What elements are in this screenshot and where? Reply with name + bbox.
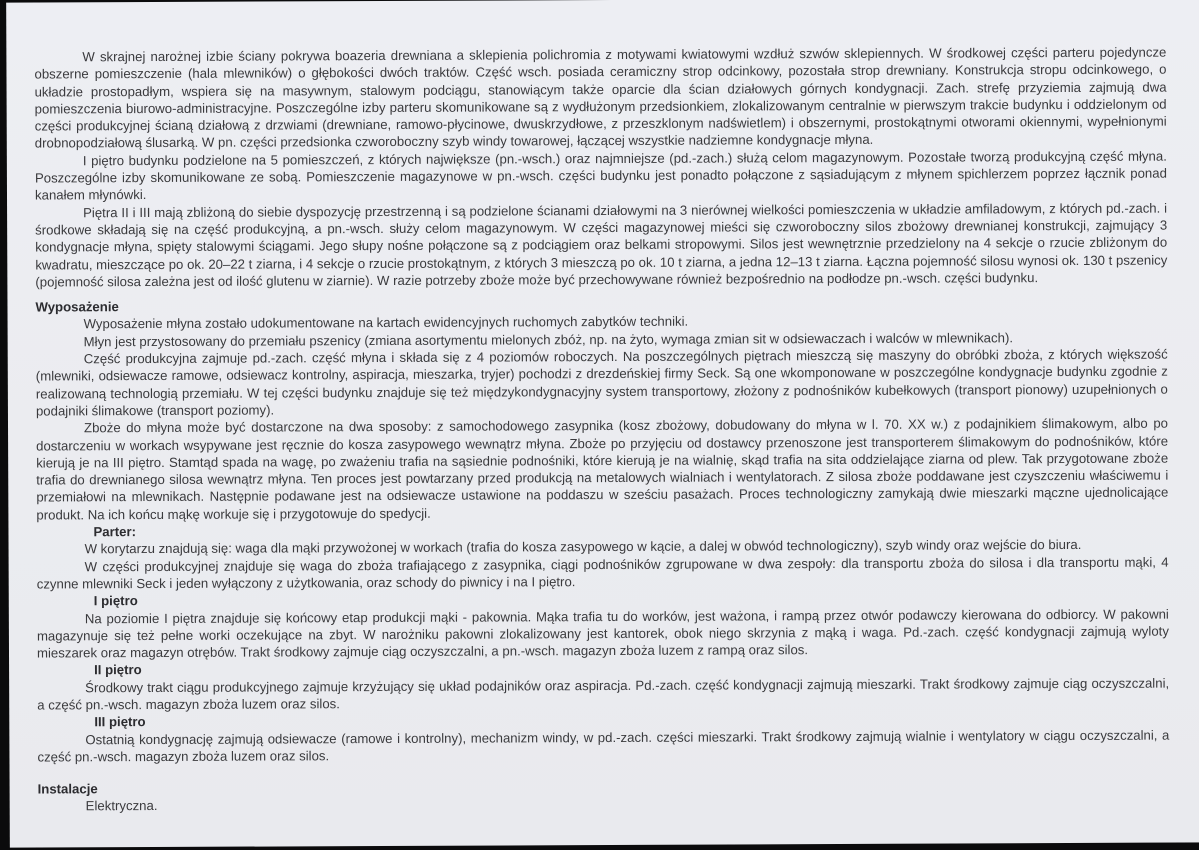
- scan-page: [6, 0, 1199, 848]
- heading-pietro-3: III piętro: [94, 714, 146, 730]
- paragraph-intro-1: W skrajnej narożnej izbie ściany pokrywa boazeria drewniana a sklepienia polichromia z motywami kwiatowymi wzdłuż szwów sklepiennych. W środkowej części parteru pojedyncze obszerne pomieszczenie (hala mlewników) o głębokości dwóch traktów. Część wsch. posiada ceramiczny strop odcinkowy, pozostała strop drewniany. Konstrukcja stropu odcinkowego, o układzie prostopadłym, wspiera się na masywnym, stalowym podciągu, stanowiącym także oparcie dla ścian działowych górnych kondygnacji. Zach. strefę przyziemia zajmują dwa pomieszczenia biurowo-administracyjne. Poszczególne izby parteru skomunikowane są z wydłużonym przedsionkiem, zlokalizowanym centralnie w pierwszym trakcie budynku i oddzielonym od części produkcyjnej ścianą działową z drzwiami (drewniane, ramowo-płycinowe, dwuskrzydłowe, z przeszklonym nadświetlem) i obszernymi, prostokątnymi otworami okiennymi, wypełnionymi drobnopodziałową ślusarką. W pn. części przedsionka czworoboczny szyb windy towarowej, łączącej wszystkie nadziemne kondygnacje młyna.: [34, 44, 1167, 152]
- document-content: [6, 0, 1199, 815]
- heading-instalacje: Instalacje: [37, 781, 98, 797]
- paragraph-wyposazenie-4: Zboże do młyna może być dostarczone na dwa sposoby: z samochodowego zasypnika (kosz zbożowy, dobudowany do młyna w l. 70. XX w.) z podajnikiem ślimakowym, albo po dostarczeniu w workach wsypywane jest ręcznie do kosza zasypowego wewnątrz młyna. Zboże po przyjęciu od dostawcy przenoszone jest transporterem ślimakowym do podnośników, które kierują je na III piętro. Stamtąd spada na wagę, po zważeniu trafia na sąsiednie podnośniki, które kierują je na wialnię, skąd trafia na sita oddzielające ziarna od plew. Tak przygotowane zboże trafia do drewnianego silosa wewnątrz młyna. Ten proces jest powtarzany przed produkcją na metalowych wialniach i wentylatorach. Z silosa zboże poddawane jest czyszczeniu właściwemu i przemiałowi na mlewnikach. Następnie podawane jest na odsiewacze ustawione na poddaszu w sześciu pasażach. Proces technologiczny zamykają dwie mieszarki mączne ujednolicające produkt. Na ich końcu mąkę workuje się i przygotowuje do spedycji.: [36, 415, 1169, 523]
- paragraph-pietro-1: Na poziomie I piętra znajduje się końcowy etap produkcji mąki - pakownia. Mąka trafia tu do worków, jest ważona, i rampą przez otwór podawczy kierowana do odbiorcy. W pakowni magazynuje się też pełne worki oczekujące na zbyt. W narożniku pakowni zlokalizowany jest kantorek, obok niego skrzynia z mąką i waga. Pd.-zach. część kondygnacji zajmują wyloty mieszarek oraz magazyn otrębów. Trakt środkowy zajmuje ciąg oczyszczalni, a pn.-wsch. magazyn zboża luzem z rampą oraz silos.: [36, 606, 1169, 661]
- paragraph-intro-3: Piętra II i III mają zbliżoną do siebie dyspozycję przestrzenną i są podzielone ścianami działowymi na 3 nierównej wielkości pomieszczenia w układzie amfiladowym, z których pd.-zach. i środkowe składają się na część produkcyjną, a pn.-wsch. służy celom magazynowym. W części magazynowej mieści się czworoboczny silos zbożowy drewnianej konstrukcji, zajmujący 3 kondygnacje młyna, spięty stalowymi ściągami. Jego słupy nośne połączone są z podciągiem oraz belkami stropowymi. Silos jest wewnętrznie przedzielony na 4 sekcje o rzucie zbliżonym do kwadratu, mieszczące po ok. 20–22 t ziarna, i 4 sekcje o rzucie prostokątnym, z których 3 mieszczą po ok. 10 t ziarna, a jedna 12–13 t ziarna. Łączna pojemność silosu wynosi ok. 130 t pszenicy (pojemność silosa zależna jest od ilość glutenu w ziarnie). W razie potrzeby zboże może być przechowywane również bezpośrednio na podłodze pn.-wsch. części budynku.: [35, 200, 1168, 290]
- paragraph-intro-2: I piętro budynku podzielone na 5 pomieszczeń, z których największe (pn.-wsch.) oraz najmniejsze (pd.-zach.) służą celom magazynowym. Pozostałe tworzą produkcyjną część młyna. Poszczególne izby skomunikowane ze sobą. Pomieszczenie magazynowe w pn.-wsch. części budynku jest ponadto połączone z sąsiadującym z młynem spichlerzem poprzez łącznik ponad kanałem młynówki.: [34, 148, 1167, 203]
- paragraph-parter-2: W części produkcyjnej znajduje się waga do zboża trafiającego z zasypnika, ciągi podnośników zgrupowane w dwa zespoły: dla transportu zboża do silosa i dla transportu mąki, 4 czynne mlewniki Seck i jeden wyłączony z użytkowania, oraz schody do piwnicy i na I piętro.: [36, 554, 1169, 592]
- paragraph-parter-1: W korytarzu znajdują się: waga dla mąki przywożonej w workach (trafia do kosza zasypowego w kącie, a dalej w obwód technologiczny), szyb windy oraz wejście do biura.: [84, 537, 1082, 557]
- paragraph-pietro-2: Środkowy trakt ciągu produkcyjnego zajmuje krzyżujący się układ podajników oraz aspiracja. Pd.-zach. część kondygnacji zajmują mieszarki. Trakt środkowy zajmuje ciąg oczyszczalni, a część pn.-wsch. magazyn zboża luzem oraz silos.: [37, 675, 1170, 713]
- heading-pietro-1: I piętro: [93, 593, 138, 609]
- paragraph-wyposazenie-3: Część produkcyjna zajmuje pd.-zach. część młyna i składa się z 4 poziomów roboczych. Na poszczególnych piętrach mieszczą się maszyny do obróbki zboża, z których większość (mlewniki, odsiewacze ramowe, odsiewacz kontrolny, aspiracja, mieszarka, tryjer) pochodzi z drezdeńskiej firmy Seck. Są one wkomponowane w poszczególne kondygnacje budynku zgodnie z realizowaną technologią przemiału. W tej części budynku znajduje się też międzykondygnacyjny system transportowy, złożony z podnośników kubełkowych (transport pionowy) uzupełnionych o podajniki ślimakowe (transport poziomy).: [35, 346, 1168, 419]
- paragraph-instalacje-1: Elektryczna.: [85, 798, 158, 814]
- heading-pietro-2: II piętro: [94, 662, 142, 678]
- paragraph-wyposazenie-2: Młyn jest przystosowany do przemiału pszenicy (zmiana asortymentu mielonych zbóż, np. na żyto, wymaga zmian sit w odsiewaczach i walców w mlewnikach).: [83, 329, 1014, 350]
- heading-wyposazenie: Wyposażenie: [35, 299, 119, 315]
- paragraph-pietro-3: Ostatnią kondygnację zajmują odsiewacze (ramowe i kontrolny), mechanizm windy, w pd.-zach. części mieszarki. Trakt środkowy zajmują wialnie i wentylatory w ciągu oczyszczalni, a część pn.-wsch. magazyn zboża luzem oraz silos.: [37, 727, 1170, 765]
- paragraph-wyposazenie-1: Wyposażenie młyna zostało udokumentowane na kartach ewidencyjnych ruchomych zabytków techniki.: [83, 314, 689, 332]
- heading-parter: Parter:: [93, 524, 137, 540]
